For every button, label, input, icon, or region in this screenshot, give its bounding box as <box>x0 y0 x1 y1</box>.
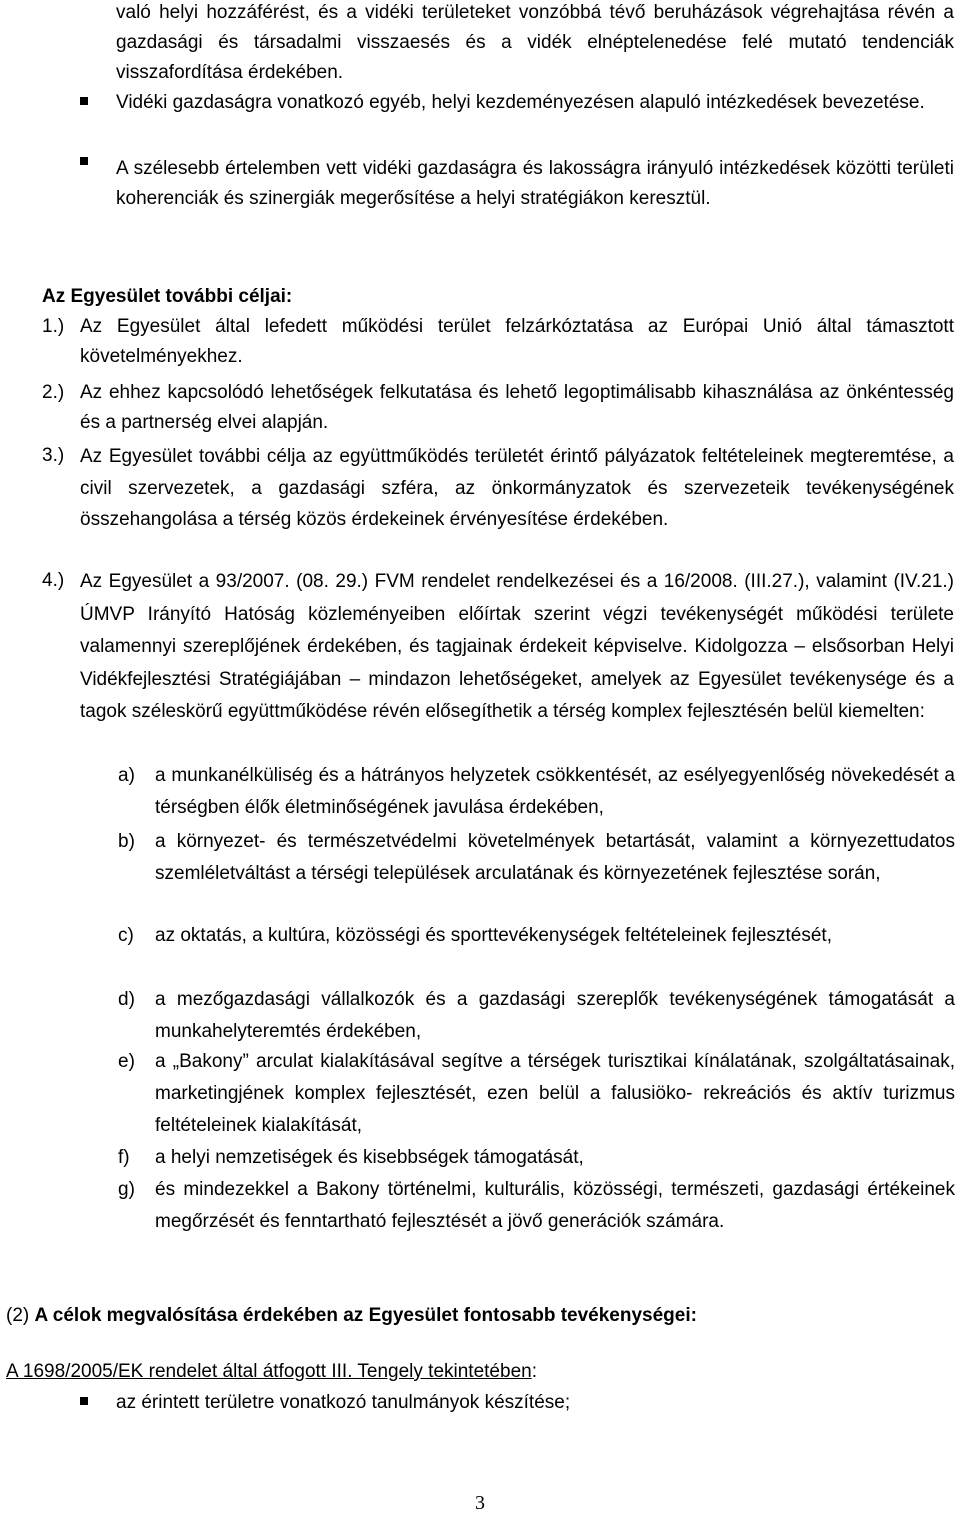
axis-heading-text: A 1698/2005/EK rendelet által átfogott III. Tengely tekintetében <box>6 1361 532 1382</box>
bullet-text: A szélesebb értelemben vett vidéki gazdaságra és lakosságra irányuló intézkedések közötti területi koherenciák és szinergiák megerősítése a helyi stratégiákon keresztül. <box>116 158 954 209</box>
bullet-text: Vidéki gazdaságra vonatkozó egyéb, helyi kezdeményezésen alapuló intézkedések bevezetése. <box>116 92 925 113</box>
sub-item-text: a mezőgazdasági vállalkozók és a gazdasági szereplők tevékenységének támogatását a munkahelyteremtés érdekében, <box>155 989 955 1042</box>
section-prefix: (2) <box>6 1305 35 1326</box>
sub-item-text: a munkanélküliség és a hátrányos helyzetek csökkentését, az esélyegyenlőség növekedését a térségben élők életminőségének javulása érdekében, <box>155 765 955 818</box>
sub-item-label: g) <box>118 1179 135 1200</box>
sub-item-text: a „Bakony” arculat kialakításával segítve a térségek turisztikai kínálatának, szolgáltatásainak, marketingjének komplex fejlesztését, ezen belül a falusiöko- rekreációs és aktív turizmus feltételeinek kialakítását, <box>155 1051 955 1136</box>
sub-item-text: az oktatás, a kultúra, közösségi és sporttevékenységek feltételeinek fejlesztését, <box>155 925 832 946</box>
sub-item-label: b) <box>118 831 135 852</box>
goal-number: 4.) <box>42 570 65 591</box>
axis-colon: : <box>531 1361 537 1382</box>
goal-text: Az Egyesület által lefedett működési terület felzárkóztatása az Európai Unió által támasztott követelményekhez. <box>80 316 954 367</box>
section-2-heading <box>6 1300 946 1332</box>
goal-number: 2.) <box>42 382 65 403</box>
sub-item-label: d) <box>118 989 135 1010</box>
section-heading: Az Egyesület további céljai: <box>42 286 293 307</box>
page-number: 3 <box>475 1492 485 1514</box>
sub-item-label: f) <box>118 1147 130 1168</box>
sub-item-label: c) <box>118 925 134 946</box>
axis-heading <box>6 1356 946 1388</box>
goal-text: Az Egyesület további célja az együttműködés területét érintő pályázatok feltételeinek megteremtése, a civil szervezetek, a gazdasági szféra, az önkormányzatok és szervezeteik tevékenységének összehangolása a térség közös érdekeinek érvényesítése érdekében. <box>80 446 954 530</box>
square-bullet-icon <box>80 157 88 165</box>
sub-item-label: a) <box>118 765 135 786</box>
bullet-text: való helyi hozzáférést, és a vidéki területeket vonzóbbá tévő beruházások végrehajtása révén a gazdasági és társadalmi visszaesés és a vidék elnéptelenedése felé mutató tendenciák visszafordítása érdekében. <box>116 2 954 83</box>
bullet-text: az érintett területre vonatkozó tanulmányok készítése; <box>116 1392 571 1413</box>
goal-text: Az ehhez kapcsolódó lehetőségek felkutatása és lehető legoptimálisabb kihasználása az önkéntesség és a partnerség elvei alapján. <box>80 382 954 433</box>
sub-item-text: és mindezekkel a Bakony történelmi, kulturális, közösségi, természeti, gazdasági értékeinek megőrzését és fenntartható fejlesztését a jövő generációk számára. <box>155 1179 955 1232</box>
square-bullet-icon <box>80 1397 88 1405</box>
goal-number: 1.) <box>42 316 65 337</box>
section-title: A célok megvalósítása érdekében az Egyesület fontosabb tevékenységei: <box>34 1305 697 1326</box>
goal-text: Az Egyesület a 93/2007. (08. 29.) FVM rendelet rendelkezései és a 16/2008. (III.27.), valamint (IV.21.) ÚMVP Irányító Hatóság közleményeiben előírtak szerint végzi tevékenységét működési területe valamennyi szereplőjének érdekében, és tagjainak érdekeit képviselve. Kidolgozza – elsősorban Helyi Vidékfejlesztési Stratégiájában – mindazon lehetőségeket, amelyek az Egyesület tevékenysége és a tagok széleskörű együttműködése révén elősegíthetik a térség komplex fejlesztésén belül kiemelten: <box>80 571 954 722</box>
sub-item-text: a helyi nemzetiségek és kisebbségek támogatását, <box>155 1147 584 1168</box>
goal-number: 3.) <box>42 445 65 466</box>
sub-item-text: a környezet- és természetvédelmi követelmények betartását, valamint a környezettudatos szemléletváltást a térségi települések arculatának és környezetének fejlesztése során, <box>155 831 955 884</box>
square-bullet-icon <box>80 97 88 105</box>
sub-item-label: e) <box>118 1051 135 1072</box>
